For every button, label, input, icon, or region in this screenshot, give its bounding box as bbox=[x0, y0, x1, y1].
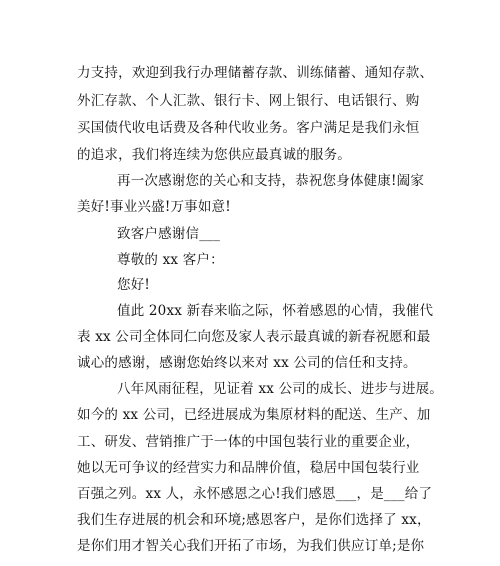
paragraph-line: 值此 20xx 新春来临之际，怀着感恩的心情，我催代 bbox=[117, 303, 434, 319]
paragraph-line: 表 xx 公司全体同仁向您及家人表示最真诚的新春祝愿和最 bbox=[77, 329, 431, 345]
paragraph-line: 如今的 xx 公司，已经进展成为集原材料的配送、生产、加 bbox=[77, 407, 431, 423]
paragraph-line: 诚心的感谢，感谢您始终以来对 xx 公司的信任和支持。 bbox=[77, 355, 417, 371]
paragraph-line: 百强之列。xx 人，永怀感恩之心!我们感恩___，是___给了 bbox=[77, 486, 433, 502]
paragraph-line: 外汇存款、个人汇款、银行卡、网上银行、电话银行、购 bbox=[77, 93, 420, 109]
paragraph-line: 她以无可争议的经营实力和品牌价值，稳居中国包装行业 bbox=[77, 460, 420, 476]
paragraph-line: 工、研发、营销推广于一体的中国包装行业的重要企业， bbox=[77, 434, 420, 450]
salutation: 尊敬的 xx 客户： bbox=[117, 252, 224, 268]
paragraph-line: 力支持，欢迎到我行办理储蓄存款、训练储蓄、通知存款、 bbox=[77, 65, 434, 81]
paragraph-line: 买国债代收电话费及各种代收业务。客户满足是我们永恒 bbox=[77, 120, 420, 136]
paragraph-line: 八年风雨征程，见证着 xx 公司的成长、进步与进展。 bbox=[117, 381, 444, 397]
greeting: 您好! bbox=[117, 277, 151, 293]
paragraph-line: 的追求，我们将连续为您供应最真诚的服务。 bbox=[77, 147, 351, 163]
paragraph-line: 再一次感谢您的关心和支持，恭祝您身体健康!阖家 bbox=[117, 173, 425, 189]
letter-title: 致客户感谢信___ bbox=[117, 226, 221, 242]
paragraph-line: 美好!事业兴盛!万事如意! bbox=[77, 199, 231, 215]
paragraph-line: 是你们用才智关心我们开拓了市场，为我们供应订单;是你 bbox=[77, 538, 425, 554]
paragraph-line: 我们生存进展的机会和环境;感恩客户，是你们选择了 xx， bbox=[77, 512, 431, 528]
